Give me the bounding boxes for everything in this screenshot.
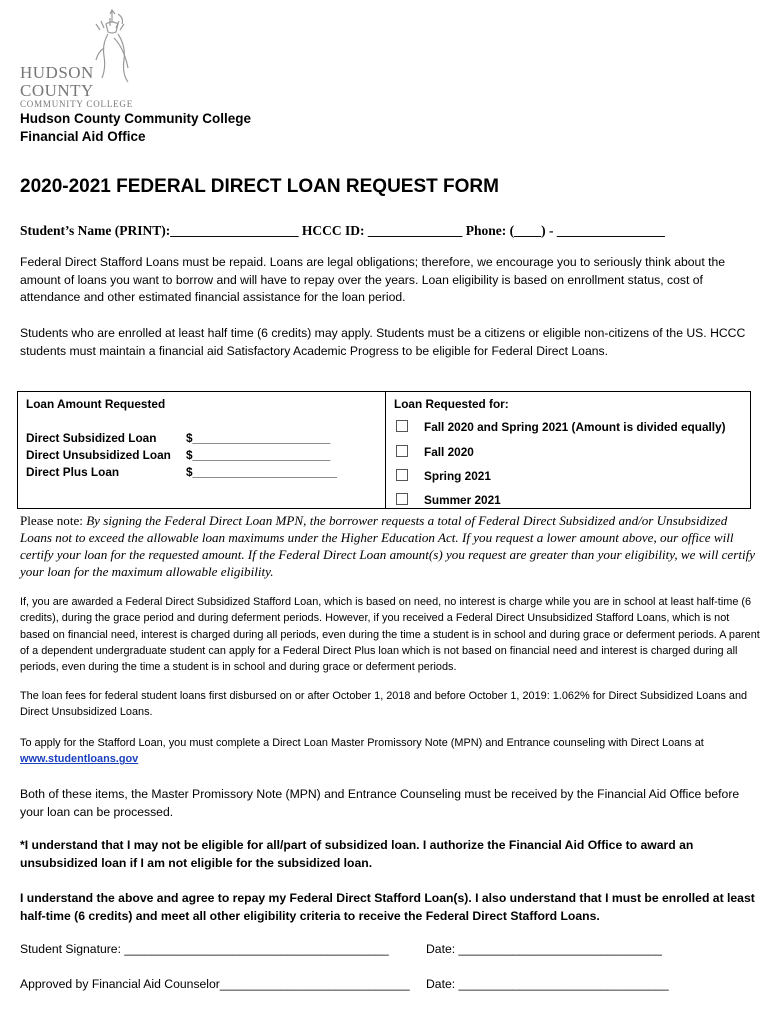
- intro-paragraph-2: Students who are enrolled at least half time (6 credits) may apply. Students must be a citizens or eligible non-citizens of the US. HCCC students must maintain a financial aid Satisfactory Academic Progress to be eligible for Federal Direct Loans.: [20, 326, 746, 358]
- college-logo: [18, 8, 146, 108]
- closing-paragraph-1: Both of these items, the Master Promissory Note (MPN) and Entrance Counseling must be received by the Financial Aid Office before your loan can be processed.: [20, 787, 740, 819]
- details-paragraph-2: The loan fees for federal student loans first disbursed on or after October 1, 2018 and before October 1, 2019: 1.062% for Direct Subsidized Loans and Direct Unsubsidized Loans.: [20, 690, 748, 719]
- form-title: 2020-2021 FEDERAL DIRECT LOAN REQUEST FORM: [20, 176, 499, 197]
- unsubsidized-amount-field[interactable]: $_____________________: [186, 448, 331, 462]
- logo-line2: COUNTY: [20, 81, 94, 100]
- logo-line3: COMMUNITY COLLEGE: [20, 99, 134, 109]
- checkbox-icon[interactable]: [396, 445, 408, 457]
- counselor-date-field[interactable]: Date: _______________________________: [426, 977, 669, 991]
- please-note: [20, 512, 760, 580]
- option-fall[interactable]: [396, 445, 474, 459]
- student-signature-field[interactable]: Student Signature: _______________________________________: [20, 942, 389, 956]
- plus-amount-field[interactable]: $______________________: [186, 465, 337, 479]
- details-paragraph-1: If, you are awarded a Federal Direct Subsidized Stafford Loan, which is based on need, no interest is charge while you are in school at least half-time (6 credits), during the grace period and during deferment periods. However, if you received a Federal Direct Unsubsidized Stafford Loans, which is not based on financial need, interest is charged during all periods, even during the time a student is in school and during grace or deferment periods. A parent of a dependent undergraduate student can apply for a Federal Direct Plus loan which is not based on financial need and interest is charged during all periods, even during the time a student is in school and during grace or deferment periods.: [20, 596, 760, 674]
- loan-amount-header: Loan Amount Requested: [26, 397, 166, 411]
- note-lead: Please note:: [20, 513, 87, 528]
- details-paragraph-3: [20, 735, 760, 768]
- option-label: Spring 2021: [424, 469, 491, 483]
- subsidized-label: Direct Subsidized Loan: [26, 431, 157, 445]
- checkbox-icon[interactable]: [396, 469, 408, 481]
- loan-period-header: Loan Requested for:: [394, 397, 509, 411]
- intro-paragraph-1: Federal Direct Stafford Loans must be repaid. Loans are legal obligations; therefore, we encourage you to seriously think about the amount of loans you want to borrow and will have to repay over the years. Loan eligibility is based on enrollment status, cost of attendance and other estimated financial assistance for the loan period.: [20, 255, 726, 304]
- college-name: Hudson County Community College: [20, 111, 251, 126]
- logo-line1: HUDSON: [20, 63, 94, 82]
- option-label: Fall 2020 and Spring 2021 (Amount is divided equally): [424, 420, 726, 434]
- student-date-field[interactable]: Date: ______________________________: [426, 942, 662, 956]
- option-label: Summer 2021: [424, 493, 501, 507]
- apply-text: To apply for the Stafford Loan, you must complete a Direct Loan Master Promissory Note (MPN) and Entrance counseling with Direct Loans at: [20, 737, 704, 749]
- counselor-signature-field[interactable]: Approved by Financial Aid Counselor____________________________: [20, 977, 410, 991]
- option-summer[interactable]: [396, 493, 501, 507]
- option-fall-spring[interactable]: [396, 420, 726, 434]
- option-label: Fall 2020: [424, 445, 474, 459]
- office-name: Financial Aid Office: [20, 129, 146, 144]
- checkbox-icon[interactable]: [396, 420, 408, 432]
- box-divider: [385, 392, 386, 508]
- studentloans-link[interactable]: www.studentloans.gov: [20, 753, 139, 766]
- option-spring[interactable]: [396, 469, 491, 483]
- subsidized-amount-field[interactable]: $_____________________: [186, 431, 331, 445]
- closing-paragraph-2: *I understand that I may not be eligible for all/part of subsidized loan. I authorize the Financial Aid Office to award an unsubsidized loan if I am not eligible for the subsidized loan.: [20, 838, 694, 870]
- unsubsidized-label: Direct Unsubsidized Loan: [26, 448, 171, 462]
- plus-label: Direct Plus Loan: [26, 465, 120, 479]
- closing-paragraph-3: I understand the above and agree to repay my Federal Direct Stafford Loan(s). I also understand that I must be enrolled at least half-time (6 credits) and meet all other eligibility criteria to receive the Federal Direct Stafford Loans.: [20, 891, 755, 923]
- loan-request-box: [17, 391, 751, 509]
- checkbox-icon[interactable]: [396, 493, 408, 505]
- note-body: By signing the Federal Direct Loan MPN, the borrower requests a total of Federal Direct Subsidized and/or Unsubsidized Loans not to exceed the allowable loan maximums under the Higher Education Act. If you request a lower amount above, our office will certify your loan for the requested amount. If the Federal Direct Loan amount(s) you request are greater than your eligibility, we will certify your loan for the maximum allowable eligibility.: [20, 513, 756, 579]
- student-info-line[interactable]: Student’s Name (PRINT):___________________ HCCC ID: ______________ Phone: (____) - ________________: [20, 223, 665, 238]
